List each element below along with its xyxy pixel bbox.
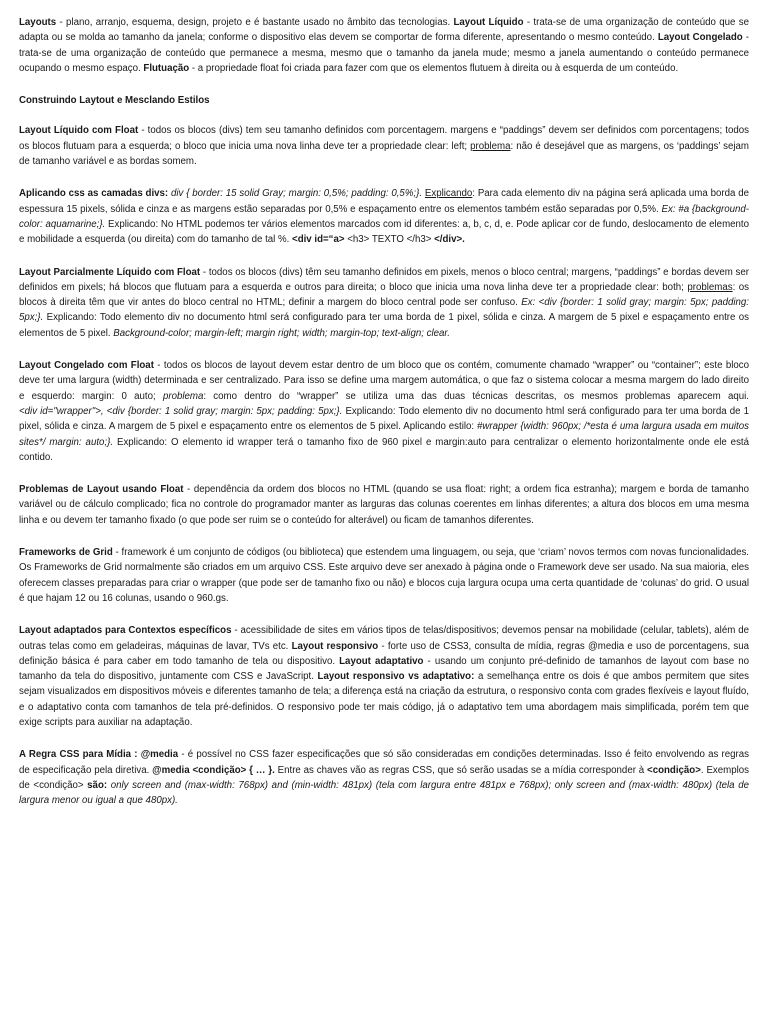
section-heading: Construindo Laytout e Mesclando Estilos [19,95,210,107]
term-flutuacao: Flutuação [143,62,190,74]
paragraph-layout-congelado-float-part1: Layout Congelado com Float - todos os blocos de layout devem estar dentro de um bloco que os contém, comumente chamado “wrapper” ou “container”; este bloco deve ter uma largura (width) determinada e ser centralizado. Para isso se define uma margem automática, o que faz o sistema colocar a mesma margem do lado direito e esquerdo: margin: 0 auto; problema: como dentro do “wrapper” se utiliza uma das duas técnicas descritas, os mesmos problemas aparecem aqui. [19,360,749,402]
term-layout-responsivo: Layout responsivo [291,640,379,652]
paragraph-problemas-float: Problemas de Layout usando Float - dependência da ordem dos blocos no HTML (quando se usa float: right; a ordem fica estranha); margem e borda de tamanho variável ou de cálculo complicado; fica no controle do programador manter as larguras das colunas coerentes em linhas diferentes; a altura dos blocos em uma mesma linha e ou devem ter tamanho fixado (o que pode ser ruim se o conteúdo for alterável) ou ficam de tamanhos diferentes. [19,484,750,526]
term-layout-parcialmente-liquido: Layout Parcialmente Líquido com Float [19,266,201,278]
code-example-div: Ex: <div {border: 1 solid gray; margin: 5px; padding: 5px;}. [19,297,749,324]
css-properties-list: Background-color; margin-left; margin right; width; margin-top; text-align; clear. [113,327,450,339]
term-layout-contextos: Layout adaptados para Contextos específicos [19,625,232,637]
paragraph-layout-parcialmente-liquido: Layout Parcialmente Líquido com Float - todos os blocos (divs) têm seu tamanho definidos em pixels, menos o bloco central; margens, “paddings” e bordas devem ser definidos em pixels; há blocos que flutuam para a esquerda e outros para direita; o bloco que inicia uma nova linha deve ter a propriedade clear: both; problemas: os blocos à direita têm que vir antes do bloco central no HTML; definir a margem do bloco central pode ser confuso. Ex: <div {border: 1 solid gray; margin: 5px; padding: 5px;}. Explicando: Todo elemento div no documento html será configurado para ter uma borda de 1 pixel, sólida e cinza. A margem de 5 pixel e espaçamento entre os elementos de 5 pixel. Background-color; margin-left; margin right; width; margin-top; text-align; clear. [19,266,749,339]
term-sao: são: [87,779,108,791]
paragraph-layout-contextos: Layout adaptados para Contextos específicos - acessibilidade de sites em vários tipos de telas/dispositivos; devemos pensar na mobilidade (celular, tablets), além de outras telas como em geladeiras, máquinas de lavar, TVs etc. Layout responsivo - forte uso de CSS3, consulta de mídia, regras @media e uso de porcentagens, sua definição básica é para caber em todo tamanho de tela ou dispositivo. Layout adaptativo - usando um conjunto pré-definido de tamanhos de layout com base no tamanho da tela do dispositivo, juntamente com CSS e JavaScript. Layout responsivo vs adaptativo: a semelhança entre os dois é que ambos permitem que sites sejam visualizados em dispositivos móveis e diferentes tamanho de tela; a diferença está na criação da estrutura, o responsivo conta com grades flexíveis e layout fluído, e o adaptativo conta com tamanhos de tela pré-definidos. O responsivo pode ter mais código, já o adaptativo tem uma abordagem mais simplificada, porém tem que exige scripts para auxiliar na adaptação. [19,625,750,728]
code-wrapper-rule: #wrapper {width: 960px; /*esta é uma largura usada em muitos sites*/ margin: auto;}. [19,421,749,448]
term-problemas-float: Problemas de Layout usando Float [19,484,184,496]
code-media-examples: only screen and (max-width: 768px) and (min-width: 481px) (tela com largura entre 481px e 768px); only screen and (max-width: 480px) (tela de largura menor ou igual a que 480px). [19,779,749,807]
term-explicando: Explicando [424,188,473,200]
code-div-open: <div id=“a> [292,234,348,246]
term-problema: problema [470,140,511,152]
code-media-directive: @media <condição> { … }. [152,764,275,776]
term-layout-adaptativo: Layout adaptativo [339,655,424,667]
paragraph-layout-liquido-float: Layout Líquido com Float - todos os blocos (divs) tem seu tamanho definidos com porcentagem. margens e “paddings” devem ser definidos com porcentagens; todos os blocos flutuam para a esquerda; o bloco que inicia uma nova linha deve ter a propriedade clear: left; problema: não é desejável que as margens, os ‘paddings’ sejam de tamanho variável e as bordas somem. [19,125,749,168]
term-layout-liquido: Layout Líquido [453,17,524,28]
paragraph-css-camadas-divs: Aplicando css as camadas divs: div { border: 15 solid Gray; margin: 0,5%; padding: 0,5%;}. Explicando: Para cada elemento div na página será aplicada uma borda de espessura 15 pixels, sólida e cinza e as margens estão separadas por 0,5% e espaçamento entre os elementos também estão separadas por 0,5%. Ex: #a {background-color: aquamarine;}. Explicando: No HTML podemos ter vários elementos marcados com id diferentes: a, b, c, d, e. Pode aplicar cor de fundo, deslocamento de elemento e mobilidade a esquerda (ou direita) com do tamanho de tal %. <div id=“a> <h3> TEXTO </h3> </div>. [19,188,749,246]
code-condicao: <condição> [647,764,701,776]
paragraph-frameworks-grid: Frameworks de Grid - framework é um conjunto de códigos (ou biblioteca) que estendem uma linguagem, ou seja, que ‘criam’ novos termos com novas funcionalidades. Os Frameworks de Grid normalmente são criados em um arquivo CSS. Este arquivo deve ser anexado à página onde o Framework deve ser usado. Na sua maioria, eles oferecem classes preparadas para criar o wrapper (que pode ser de tamanho fixo ou não) e blocos cuja largura ocupa uma certa quantidade de ‘colunas’ do grid. O usual é que hajam 12 ou 16 colunas, usando o 960.gs. [19,547,750,604]
code-div-close: </div>. [434,234,465,246]
term-aplicando-css: Aplicando css as camadas divs: [19,188,169,200]
term-layout-liquido-float: Layout Líquido com Float [19,125,139,137]
term-regra-css-media: A Regra CSS para Mídia : @media [19,749,179,761]
paragraph-layouts-definitions: Layouts - plano, arranjo, esquema, design, projeto e é bastante usado no âmbito das tecnologias. Layout Líquido - trata-se de uma organização de conteúdo que se adapta ou se molda ao tamanho da janela; conforme o dispositivo elas devem se comportar de forma diferente, apresentando o mesmo conteúdo. Layout Congelado - trata-se de uma organização de conteúdo que permanece a mesma, mesmo que o tamanho da janela mude; mesmo a janela aumentando o conteúdo permanece ocupando o mesmo espaço. Flutuação - a propriedade float foi criada para fazer com que os elementos flutuem à direita ou à esquerda de um conteúdo. [19,17,749,74]
code-wrapper-div: <div id="wrapper">, <div {border: 1 solid gray; margin: 5px; padding: 5px;}. [19,405,343,417]
term-problema-italic: problema [162,390,204,402]
term-responsivo-vs-adaptativo: Layout responsivo vs adaptativo: [317,671,475,683]
term-problemas: problemas [687,281,733,293]
code-example-a: Ex: #a {background-color: aquamarine;}. [19,203,749,230]
term-layout-congelado-float: Layout Congelado com Float [19,360,154,372]
code-h3: <h3> TEXTO </h3> [347,234,435,246]
paragraph-regra-media: A Regra CSS para Mídia : @media - é possível no CSS fazer especificações que só são consideradas em condições determinadas. Isso é feito envolvendo as regras de especificação pela diretiva. @media <condição> { … }. Entre as chaves vão as regras CSS, que só serão usadas se a mídia corresponder à <condição>. Exemplos de <condição> são: only screen and (max-width: 768px) and (min-width: 481px) (tela com largura entre 481px e 768px); only screen and (max-width: 480px) (tela de largura menor ou igual a que 480px). [19,749,749,807]
term-layout-congelado: Layout Congelado [657,32,743,44]
code-div-rule: div { border: 15 solid Gray; margin: 0,5%; padding: 0,5%;}. [170,188,423,200]
term-layouts: Layouts [19,17,57,28]
paragraph-layout-congelado-float-part2: <div id="wrapper">, <div {border: 1 solid gray; margin: 5px; padding: 5px;}. Explicando: Todo elemento div no documento html será configurado para ter uma borda de 1 pixel, sólida e cinza. A margem de 5 pixel e espaçamento entre os elementos de 5 pixel. Aplicando estilo: #wrapper {width: 960px; /*esta é uma largura usada em muitos sites*/ margin: auto;}. Explicando: O elemento id wrapper terá o tamanho fixo de 960 pixel e margin:auto para centralizar o elemento horizontalmente onde ele está contido. [19,405,749,463]
term-frameworks-grid: Frameworks de Grid [19,547,113,559]
